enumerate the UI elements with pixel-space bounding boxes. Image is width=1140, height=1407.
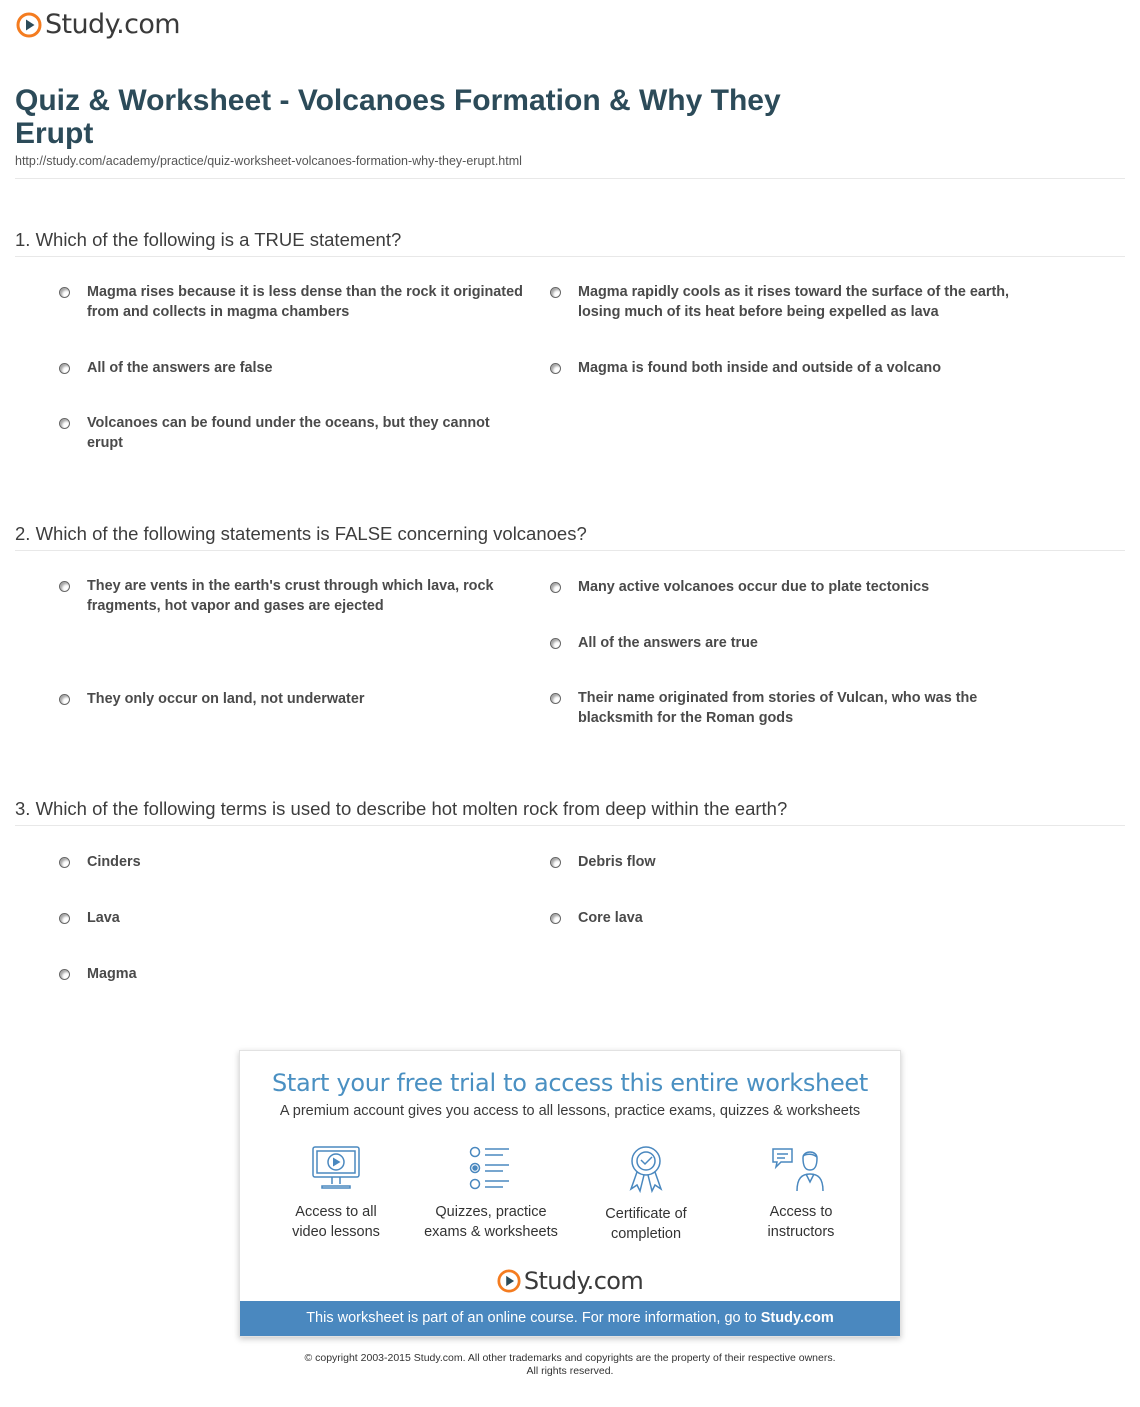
quiz-list-icon — [465, 1144, 517, 1192]
instructor-icon — [770, 1144, 832, 1192]
feature-label-line2: video lessons — [292, 1224, 380, 1240]
feature-label-line1: Access to all — [295, 1204, 377, 1220]
q2-option-a[interactable] — [59, 576, 529, 616]
option-label: Their name originated from stories of Vulcan, who was the blacksmith for the Roman gods — [578, 690, 978, 726]
promo-subtitle: A premium account gives you access to all lessons, practice exams, quizzes & worksheets — [279, 1103, 861, 1119]
q3-option-e[interactable] — [59, 964, 529, 984]
feature-instructors — [726, 1144, 876, 1242]
option-label: Debris flow — [578, 854, 656, 870]
radio-button[interactable] — [59, 694, 70, 705]
q1-option-c[interactable] — [59, 358, 529, 378]
question-3-divider — [15, 825, 1125, 826]
page-url[interactable]: http://study.com/academy/practice/quiz-worksheet-volcanoes-formation-why-they-erupt.html — [15, 154, 522, 168]
question-3-text: 3. Which of the following terms is used to describe hot molten rock from deep within the earth? — [15, 798, 788, 819]
copyright-line1: © copyright 2003-2015 Study.com. All other trademarks and copyrights are the property of their respective owners. — [304, 1352, 836, 1364]
radio-button[interactable] — [550, 913, 561, 924]
option-label: Lava — [87, 910, 120, 926]
q3-option-d[interactable] — [550, 908, 1020, 928]
option-label: Magma rapidly cools as it rises toward the surface of the earth, losing much of its heat before being expelled as lava — [578, 284, 1010, 320]
promo-footer-bar[interactable] — [240, 1301, 900, 1336]
radio-button[interactable] — [550, 638, 561, 649]
feature-video-lessons — [261, 1144, 411, 1242]
radio-button[interactable] — [550, 363, 561, 374]
question-2-text: 2. Which of the following statements is FALSE concerning volcanoes? — [15, 523, 587, 544]
option-label: Core lava — [578, 910, 643, 926]
option-label: Magma is found both inside and outside of a volcano — [578, 360, 941, 376]
study-logo[interactable] — [16, 10, 180, 40]
q2-option-d[interactable] — [59, 689, 529, 709]
radio-button[interactable] — [59, 857, 70, 868]
promo-title[interactable]: Start your free trial to access this entire worksheet — [271, 1069, 869, 1097]
radio-button[interactable] — [550, 857, 561, 868]
question-1-divider — [15, 256, 1125, 257]
copyright-line2: All rights reserved. — [526, 1365, 614, 1377]
radio-button[interactable] — [550, 582, 561, 593]
promo-footer-link[interactable]: Study.com — [760, 1310, 834, 1326]
option-label: Many active volcanoes occur due to plate tectonics — [578, 579, 930, 595]
q1-option-e[interactable] — [59, 413, 529, 453]
feature-quizzes — [416, 1144, 566, 1242]
q2-option-b[interactable] — [550, 577, 1020, 597]
option-label: Volcanoes can be found under the oceans, but they cannot erupt — [87, 415, 490, 451]
q2-option-e[interactable] — [550, 688, 1020, 728]
video-lesson-icon — [310, 1144, 362, 1192]
q1-option-b[interactable] — [550, 282, 1020, 322]
radio-button[interactable] — [59, 363, 70, 374]
radio-button[interactable] — [550, 693, 561, 704]
feature-label-line1: Quizzes, practice — [435, 1204, 547, 1220]
free-trial-promo[interactable] — [239, 1050, 901, 1337]
radio-button[interactable] — [59, 287, 70, 298]
option-label: They only occur on land, not underwater — [87, 691, 365, 707]
promo-study-logo[interactable] — [240, 1266, 900, 1296]
page-title: Quiz & Worksheet - Volcanoes Formation & Why They Erupt — [15, 84, 781, 150]
radio-button[interactable] — [59, 581, 70, 592]
feature-label-line1: Certificate of — [605, 1206, 687, 1222]
feature-certificate — [571, 1144, 721, 1244]
radio-button[interactable] — [550, 287, 561, 298]
option-label: All of the answers are false — [87, 360, 273, 376]
feature-label-line2: instructors — [767, 1224, 835, 1240]
feature-label-line2: exams & worksheets — [424, 1224, 558, 1240]
question-2-divider — [15, 550, 1125, 551]
q3-option-b[interactable] — [550, 852, 1020, 872]
radio-button[interactable] — [59, 913, 70, 924]
logo-wordmark: Study.com — [523, 1267, 644, 1295]
feature-label-line2: completion — [610, 1226, 682, 1242]
header-divider — [15, 178, 1125, 179]
option-label: Magma rises because it is less dense than the rock it originated from and collects in magma chambers — [87, 284, 523, 320]
radio-button[interactable] — [59, 418, 70, 429]
study-play-icon — [497, 1269, 521, 1293]
promo-footer-text: This worksheet is part of an online course. For more information, go to — [306, 1310, 757, 1326]
option-label: Magma — [87, 966, 137, 982]
q3-option-a[interactable] — [59, 852, 529, 872]
feature-label-line1: Access to — [769, 1204, 833, 1220]
study-play-icon — [16, 12, 42, 38]
option-label: All of the answers are true — [578, 635, 758, 651]
option-label: They are vents in the earth's crust through which lava, rock fragments, hot vapor and gases are ejected — [87, 578, 494, 614]
q2-option-c[interactable] — [550, 633, 1020, 653]
certificate-ribbon-icon — [620, 1144, 672, 1194]
logo-wordmark: Study.com — [45, 9, 180, 40]
q1-option-a[interactable] — [59, 282, 529, 322]
question-1-text: 1. Which of the following is a TRUE statement? — [15, 229, 402, 250]
copyright-notice — [0, 1352, 1140, 1378]
q3-option-c[interactable] — [59, 908, 529, 928]
radio-button[interactable] — [59, 969, 70, 980]
option-label: Cinders — [87, 854, 141, 870]
q1-option-d[interactable] — [550, 358, 1020, 378]
